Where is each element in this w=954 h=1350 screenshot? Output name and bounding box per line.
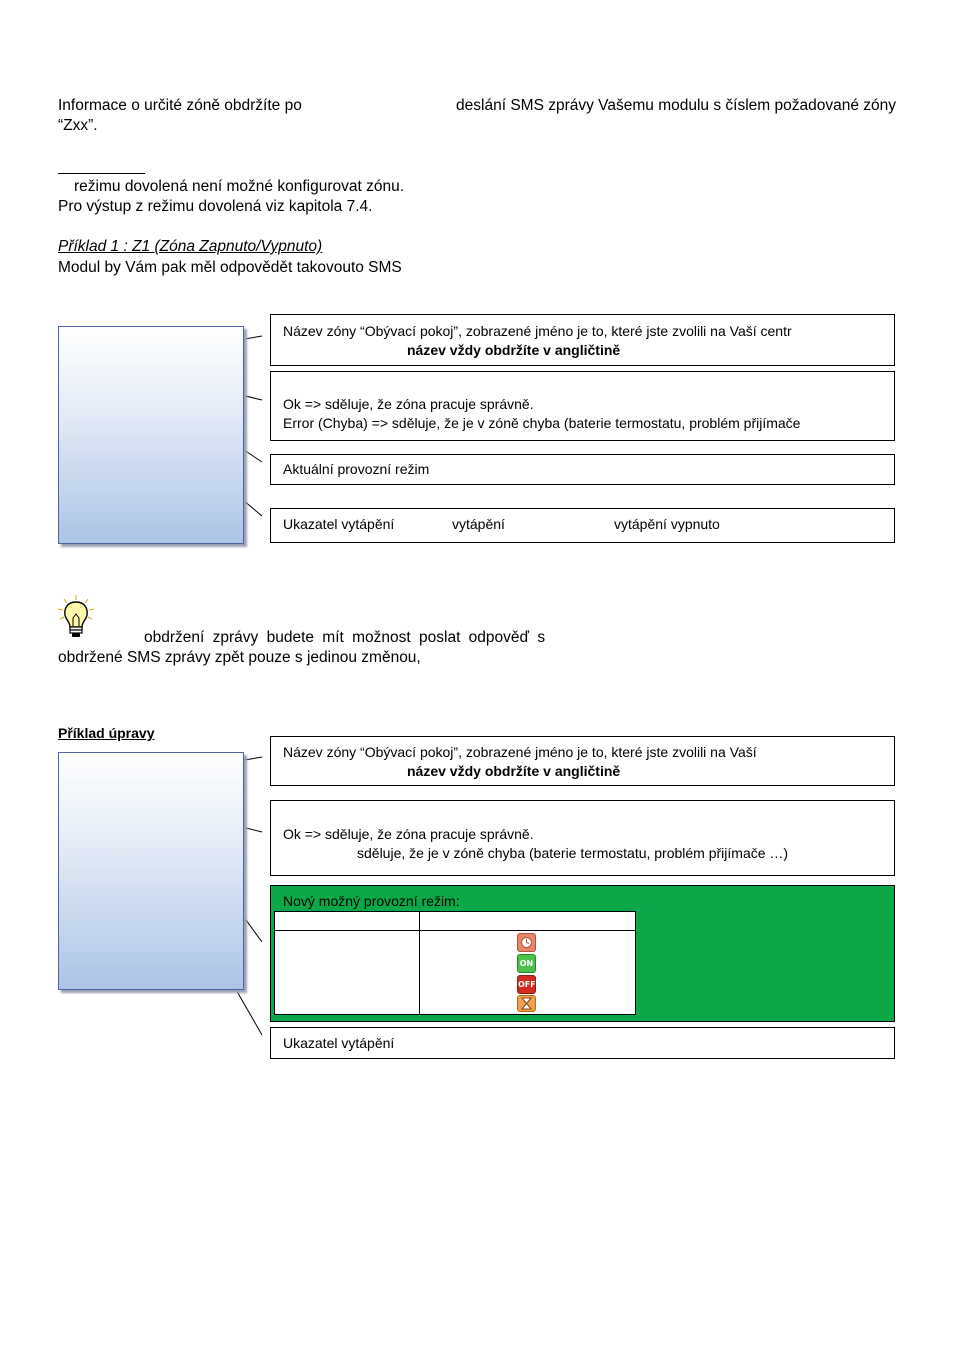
off-icon[interactable]: OFF xyxy=(517,975,536,994)
zone-name-text-edit: Název zóny “Obývací pokoj”, zobrazené jméno je to, které jste zvolili na Vaší xyxy=(283,744,757,760)
example-2-heading: Příklad úpravy xyxy=(58,725,155,741)
example-1-heading: Příklad 1 : Z1 (Zóna Zapnuto/Vypnuto) xyxy=(58,238,323,255)
status-ok-text-edit: Ok => sděluje, že zóna pracuje správně. xyxy=(283,826,534,842)
sms-phone-screen xyxy=(58,326,244,544)
mode-table-icon-cell xyxy=(420,931,636,1015)
lightbulb-icon xyxy=(56,594,96,640)
on-icon[interactable]: ON xyxy=(517,954,536,973)
mode-table-row xyxy=(275,931,636,1015)
zone-name-box xyxy=(270,314,895,366)
heating-on-text: vytápění xyxy=(452,516,505,532)
heating-indicator-label: Ukazatel vytápění xyxy=(283,516,395,532)
heating-indicator-box xyxy=(270,508,895,543)
mode-table-cell xyxy=(275,931,420,1015)
intro-line-2: “Zxx”. xyxy=(58,117,98,134)
tip-line-1: obdržení zprávy budete mít možnost poslat odpověď s xyxy=(144,629,546,646)
status-error-text: Error (Chyba) => sděluje, že je v zóně chyba (baterie termostatu, problém přijímače xyxy=(283,415,801,431)
mode-table-header xyxy=(275,912,636,931)
current-mode-box xyxy=(270,454,895,485)
zone-name-english-note: název vždy obdržíte v angličtině xyxy=(407,342,621,358)
new-mode-box xyxy=(270,885,895,1022)
mode-table xyxy=(274,911,636,1015)
example-1-subtitle: Modul by Vám pak měl odpovědět takovouto SMS xyxy=(58,259,402,276)
heating-indicator-label-edit: Ukazatel vytápění xyxy=(283,1035,395,1051)
zone-name-text: Název zóny “Obývací pokoj”, zobrazené jméno je to, které jste zvolili na Vaší centr xyxy=(283,323,792,339)
tip-line-2: obdržené SMS zprávy zpět pouze s jedinou změnou, xyxy=(58,649,421,666)
new-mode-title: Nový možný provozní režim: xyxy=(283,893,460,909)
intro-line-1-left: Informace o určité zóně obdržíte po xyxy=(58,97,302,114)
intro-line-1-right: deslání SMS zprávy Vašemu modulu s číslem požadované zóny xyxy=(456,97,896,114)
zone-name-english-note-edit: název vždy obdržíte v angličtině xyxy=(407,763,621,779)
current-mode-text: Aktuální provozní režim xyxy=(283,461,430,477)
mode-table-header-cell xyxy=(420,912,636,931)
status-error-text-edit: sděluje, že je v zóně chyba (baterie termostatu, problém přijímače …) xyxy=(357,845,789,861)
vacation-note-line-2: Pro výstup z režimu dovolená viz kapitola 7.4. xyxy=(58,198,373,215)
heating-indicator-box-edit xyxy=(270,1027,895,1059)
vacation-note-line-1: režimu dovolená není možné konfigurovat zónu. xyxy=(74,178,405,195)
heating-off-text: vytápění vypnuto xyxy=(614,516,720,532)
zone-status-box xyxy=(270,371,895,441)
status-ok-text: Ok => sděluje, že zóna pracuje správně. xyxy=(283,396,534,412)
hourglass-icon[interactable] xyxy=(517,995,536,1012)
zone-status-box-edit xyxy=(270,800,895,876)
zone-name-box-edit xyxy=(270,736,895,786)
clock-icon[interactable] xyxy=(517,933,536,952)
sms-phone-screen-edit xyxy=(58,752,244,990)
mode-table-header-cell xyxy=(275,912,420,931)
